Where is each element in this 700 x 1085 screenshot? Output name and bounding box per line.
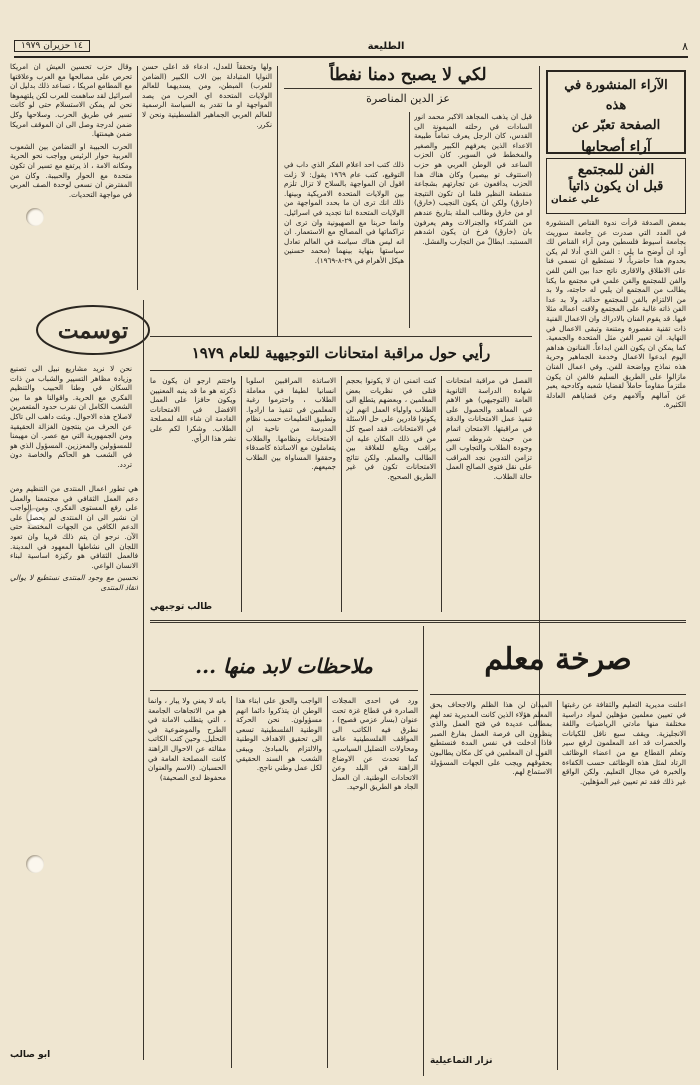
section-name: الطليعة bbox=[367, 40, 405, 52]
main-article-text-right: قبل ان يذهب المجاهد الاكبر محمد انور السادات في رحلته الميمونة الى القدس، كان الرجل يعرف تماماً طبيعة الاعداء الذين يعرفهم الكبير والصغير والمخطط في السوبر. كان الحزب الساعد في الوطن العربي هو حزب (استتوف تو بيصير) وكان هناك هدا الحزب يدافعون عن تجارتهم بشجاعة منقطعة النظير فلما ان تكون النتيجة (خارق) ولكن ان يكون النجيب (خارق) او من خارق وطالب الملة بتاريخ عندهم من الشركاء والجنرالات وهم يعرفون بان (خارق) فرخ ان يكون اشدهم المستبد. ابطالٌ من التجارب والفشل. bbox=[414, 112, 532, 246]
teacher-cry-col-2 bbox=[430, 700, 552, 1052]
art-society-headline bbox=[546, 158, 686, 214]
opinions-line-1: الآراء المنشورة في هذه bbox=[564, 78, 668, 113]
notes-text-1: ورد في احدى المجلات الصادرة في قطاع غزة تحت عنوان (بسار عزمي فصيح) ، نطرق فيه الكاتب الى المواقف الفلسطينية عامة ومحاولات التضليل السياسي. كما تحدث عن الاوضاع الراهنة في البلد وعن الاتحادات الوطنية. ان العمل الجاد هو الطريق الوحيد. bbox=[332, 696, 418, 792]
main-article-text-left: ذلك كتب احد اعلام الفكر الذي داب في التوقيع، كتب عام ١٩٦٩ يقول: لا زلت اقول ان المواجهة بالسلاح لا تزال تلزم بين الولايات المتحدة الامريكية وبينها. ذلك انك ترى ان ما بحدد المواجهة من الولايات المتحدة اننا تجديد في اسرائيل. وانما حربنا مع الصهيونية وان ترى ان تراكماتها في المصالح مع الاستعمار. ان انه ليس هناك سياسة في العالم تعادل سياستها بنهاية بينهما (محمد حسنين هيكل الأهرام في ٢٩-٨-١٩٦٩). bbox=[284, 160, 404, 265]
main-article-col-left bbox=[284, 160, 404, 330]
notes-col-2 bbox=[236, 696, 322, 1070]
art-society-author: علي عثمان bbox=[551, 195, 600, 205]
tusamt-text: نحن لا نريد مشاريع نبيل الى تصنيع وزيادة مظاهر التسيير والشباب من ذات السكان في وطنا الحبيب والتنظيم الفكري مع الحرية. واقوالنا هو ما بين الشعب الكامل ان نقرب حدود المتعمرين لاصلاح هذه الاحوال. وبئت داهب الى تاكل عن الحرف من ينتجون الغزالة الحقيقية ومن الجمهورية التي مع عصر. ان مهيمنا للمسؤولين والمعززين. المسؤول الذي هو في الشعب هو الحاكم والخاصة دون تردد. bbox=[10, 364, 132, 469]
notes-title: ملاحظات لابد منها ... bbox=[195, 654, 373, 678]
page-number: ٨ bbox=[682, 39, 688, 53]
far-left-article-col-a bbox=[142, 62, 272, 332]
far-left-article-col-b bbox=[10, 62, 132, 288]
art-society-title-1: الفن للمجتمع bbox=[577, 162, 655, 178]
exams-col-1 bbox=[446, 376, 532, 614]
teacher-cry-text-2: الميدان لن هذا الظلم والاجحاف بحق المعلم هؤلاء الذين كانت المديرية تعد لهم بمطالب عديدة في فتح العمل والذي ينظرون الى فرصة العمل بفارغ الصبر فاذا ادخلت في نفس المدة فنستطيع القول ان المعلمين في كل مكان يطالبون بحقوقهم ويجب على الجهات المسؤولة الاستماع لهم. bbox=[430, 700, 552, 777]
notes-text-2: الواجب والحق على ابناء هذا الوطن ان يتذكروا دائما انهم مسؤولون. نحن الحركة الوطنية الفلسطينية تسعى الى تحقيق الاهداف الوطنية والالتزام بالمبادئ. ويبقى الشعب هو السند الحقيقي لكل عمل وطني ناجح. bbox=[236, 696, 322, 773]
far-left-article-text-2: ولها وتحققاً للعدل، ادعاء قد اعلى حسن النوايا المتبادلة بين الاب الكبير (الضامن للعرب) المبطن، ومن يسديهما للعالم الولايات المتحدة اي الحرب من يصد المواجهة او ما تقدر به السياسة الرسمية للعالم العربي الجماهير الفلسطينية ونحن لا نكرر. bbox=[142, 62, 272, 129]
teacher-cry-col-1 bbox=[562, 700, 686, 1070]
exams-author: طالب توجيهي bbox=[150, 602, 213, 612]
issue-date: ١٤ حزيران ١٩٧٩ bbox=[14, 40, 90, 52]
main-article-col-right bbox=[414, 112, 532, 330]
tusamt-body bbox=[10, 364, 132, 480]
tusamt-logo bbox=[33, 300, 153, 360]
far-left-article-text-1: وقال حزب تحسين العيش ان امريكا تحرص على مصالحها مع العرب وعلاقتها مع المطامع امريكا ، تساعد ذلك بدليل ان اسرائيل لقد ساهمت للعرب لكن يلتهموها نحن لم يمكن الاستسلام حتى لو كانت تسير في طريق الحرب. وسلاحها وكل ضمن لدرجة وصل الى ان الموقف امريكا ضمن هيمنتها. bbox=[10, 62, 132, 139]
exams-col-2 bbox=[346, 376, 436, 614]
far-left-bottom-author: ابو صالب bbox=[10, 1050, 51, 1060]
notes-col-3 bbox=[148, 696, 226, 1070]
far-left-extra-text: الحرب الحبيبة او التضامن بين الشعوب العربية حوار الرئيس وواجب نحو الحرية ومكانه الامة ، اذ يرتفع مع تسير ان تكون متحدة مع الحوار والحبيبة. وكان من المفترض ان نسعى لوحدة الصف العربي في مواجهة التحديات. bbox=[10, 141, 132, 199]
exams-text-4: واختتم ارجو ان يكون ما ذكرته هو ما قد ينبه المعنيين ويكون حافزا على العمل الافضل في الامتحانات القادمة ان شاء الله لمصلحة الطلاب. وشكرا لكم على نشر هذا الرأي. bbox=[150, 376, 236, 443]
opinions-notice-box bbox=[546, 70, 686, 154]
far-left-bottom-quote: تحسين مع وجود المنتدى نستطيع لا يوالي انقاذ المنتدى bbox=[10, 573, 138, 592]
exams-text-3: الاساتذة المراقبين اسلوبا انسانيا لطيفا في معاملة الطلاب ، واحترموا رغبة المعلمين في تنفيذ ما ارادوا. وتطبيق التعليمات حسب نظام المدرسة من ناحية ان الامتحانات ونظامها. والطلاب يتعاملون مع الاساتذة كاصدقاء وحققوا المساواة بين الطلاب جميعهم. bbox=[246, 376, 336, 472]
main-article-title: لكي لا يصبح دمنا نفطاً bbox=[284, 62, 532, 89]
main-article-author: عز الدين المناصرة bbox=[366, 92, 450, 105]
opinions-line-3: آراء أصحابها bbox=[581, 139, 651, 155]
exams-col-3 bbox=[246, 376, 336, 614]
teacher-cry-title: صرخة معلم bbox=[484, 642, 632, 677]
notes-col-1 bbox=[332, 696, 418, 1070]
art-society-title-2: قبل ان يكون ذاتياً bbox=[568, 179, 664, 194]
art-society-text: بمعض الصدفة قرأت ندوة القناص المنشورة في العدد التي صدرت عن جامعة سوريث بجامعة أسيوط فلسطين ومن آراء القناص لك أود ان أوضح ما يلي : الفن الذي أدلا لم يكن بحدوم هدا حاضرياً، لا نستطيع ان نسمي فنا على الاطلاق والاقارى ناتج حدا بين الفن للفن والفن للمجتمع والفن علمي في مجتمع ما يكنا يطالب من المجتمع ان يلبي له حاجته، ولا بد من الالتزام بالفن للمجتمع حداثة، ولا بد عدا الفن ذاته غالبة على المجتمع ولافت اعماله مثلا فيها. قد يقوم الفنان بالادراك وان الاعمال الفنية ذات تقنية مقصورة ومتنعة وتبقى الاعمال في النهاية. ان تعبير الفن مثل المتحدة والجمعية. كما يمكن ان يكون الفن ابداعاً. الفنانون هداهم اليوم ابدعوا الاعمال وخدمة الجماهير وحرية هذه نماذج وواضحة للفن. وفي اعمال الفنان مازالوا على الطريق السليم فالفن ان يكون ملتزماً مقاوماً حاملاً لقضايا شعبه وكادحيه يعبر عن آمالهم وآلامهم وعن قضاياهم العادلة الكثيرة. bbox=[546, 218, 686, 410]
far-left-bottom-body bbox=[10, 484, 138, 1024]
tusamt-logo-text: توسمت bbox=[57, 318, 129, 344]
exams-text-1: الفصل في مراقبة امتحانات شهادة الدراسة الثانوية العامة (التوجيهي) هو الاهم في المعاهد والحصول على تنفيذ عمل الامتحانات والدقة في مراقبتها. الامتحان اتمام من حيث شروطه تسير وجودة الطلاب والتجاوب الى تزامن التدوين نجد المراقب على نقل فتوى الصالح العمل حالة الطلاب. bbox=[446, 376, 532, 481]
teacher-cry-author: نزار التماعيلية bbox=[430, 1056, 493, 1066]
exams-col-4 bbox=[150, 376, 236, 600]
exams-title: رأيي حول مراقبة امتحانات التوجيهية للعام ١٩٧٩ bbox=[191, 344, 491, 362]
far-left-bottom-text: هي تطور اعمال المنتدى من التنظيم ومن دعم العمل الثقافي في مجتمعنا والعمل على رفع المستوى الفكري. ومن الواجب ان نشير الى ان المنتدى لم يحصل على الدعم الكافي من الجهات المختصة حتى الآن. نرجو ان يتم ذلك قريبا وان تعود اللجان الى نشاطها المعهود في المدينة. فالعمل الثقافي هو ركيزة اساسية لبناء الانسان الواعي. bbox=[10, 484, 138, 570]
masthead bbox=[14, 38, 688, 58]
notes-text-3: بانه لا يعني ولا يبار ، وانما هو من الاتجاهات الجامعة ، التي يتطلب الامانة في الطرح والموضوعية في التحليل. وحين كتب الكاتب مقالته عن الاحوال الراهنة كانت المصلحة العامة في الحسبان. (الاسم والعنوان محفوظ لدى الصحيفة) bbox=[148, 696, 226, 782]
opinions-line-2: الصفحة تعبّر عن bbox=[571, 118, 661, 133]
exams-text-2: كنت اتمنى ان لا يكونوا بحجم قتلى في نظريات بعض المعلمين ، وبعضهم يتطلع الى الطلاب واولياء العمل انهم لن يكونوا قادرين على حل الاسئلة في الامتحانات. فقد اصبح كل من في ذلك المكان عليه ان يراقب ويتابع للعلاقة بين الطالب والمعلم. ولكن نتائج الامتحانات تكون في غير الطريق الصحيح. bbox=[346, 376, 436, 481]
teacher-cry-text-1: اعلنت مديرية التعليم والثقافة عن رغبتها في تعيين معلمين مؤهلين لمواد دراسية مختلفة منها مادتي الرياضيات واللغة الانجليزية. ويقف سبع نافل للكيانات والحصرات قد اعد المعلمون لرفع سير وتعلم القطاع مع من اعضاء الوظائف الرتاد لمثل هذه الوظائف حسب الكفاءة والخبرة في مجال التعليم. ولكن الواقع غير ذلك فقد تم تعيين غير المؤهلين. bbox=[562, 700, 686, 786]
